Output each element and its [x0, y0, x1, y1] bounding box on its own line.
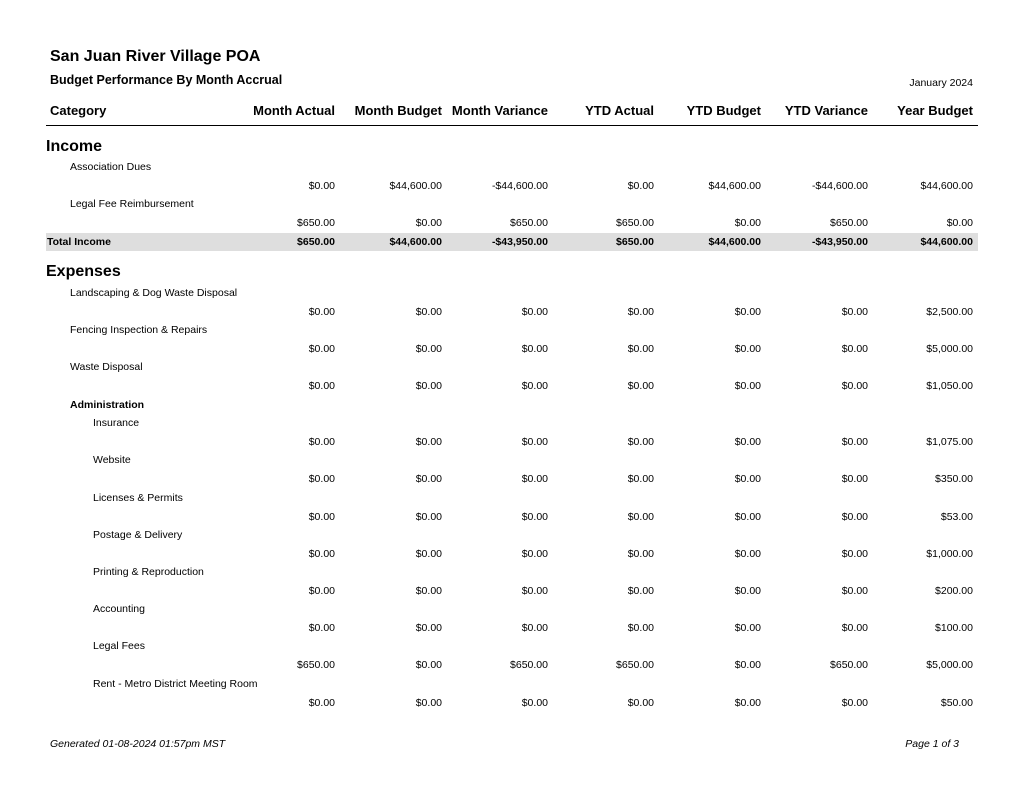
value-ytd-budget: $0.00 — [734, 659, 761, 671]
page-number: Page 1 of 3 — [905, 738, 959, 750]
value-ytd-variance: $0.00 — [841, 380, 868, 392]
value-ytd-actual: $650.00 — [616, 236, 654, 248]
value-ytd-actual: $0.00 — [627, 473, 654, 485]
value-month-budget: $0.00 — [415, 436, 442, 448]
value-year-budget: $50.00 — [940, 697, 973, 709]
line-item-label: Insurance — [93, 417, 140, 429]
value-ytd-budget: $0.00 — [734, 473, 761, 485]
value-month-budget: $44,600.00 — [389, 180, 442, 192]
value-ytd-budget: $0.00 — [734, 622, 761, 634]
value-month-variance: $0.00 — [521, 585, 548, 597]
value-ytd-actual: $0.00 — [627, 622, 654, 634]
line-item-label: Fencing Inspection & Repairs — [70, 324, 208, 336]
value-ytd-budget: $0.00 — [734, 585, 761, 597]
value-ytd-budget: $0.00 — [734, 697, 761, 709]
generated-timestamp: Generated 01-08-2024 01:57pm MST — [50, 738, 226, 750]
value-year-budget: $0.00 — [946, 217, 973, 229]
header-divider — [46, 125, 978, 126]
line-item-label: Association Dues — [70, 161, 152, 173]
value-month-budget: $0.00 — [415, 659, 442, 671]
value-month-variance: -$44,600.00 — [491, 180, 548, 192]
value-ytd-budget: $44,600.00 — [708, 180, 761, 192]
value-year-budget: $44,600.00 — [920, 236, 973, 248]
value-ytd-budget: $0.00 — [734, 217, 761, 229]
line-item-label: Legal Fees — [93, 640, 145, 652]
value-ytd-variance: -$44,600.00 — [811, 180, 868, 192]
value-ytd-actual: $0.00 — [627, 511, 654, 523]
value-month-actual: $0.00 — [308, 380, 335, 392]
value-ytd-budget: $44,600.00 — [708, 236, 761, 248]
value-ytd-actual: $0.00 — [627, 306, 654, 318]
line-item-label: Licenses & Permits — [93, 492, 183, 504]
column-header-month-actual: Month Actual — [253, 103, 335, 118]
total-income-label: Total Income — [47, 236, 111, 248]
value-month-budget: $0.00 — [415, 585, 442, 597]
value-month-budget: $0.00 — [415, 697, 442, 709]
organization-name: San Juan River Village POA — [50, 48, 261, 65]
value-ytd-actual: $650.00 — [616, 217, 654, 229]
value-month-budget: $0.00 — [415, 217, 442, 229]
column-header-ytd-variance: YTD Variance — [784, 103, 868, 118]
value-ytd-actual: $0.00 — [627, 697, 654, 709]
value-month-budget: $0.00 — [415, 306, 442, 318]
column-header-ytd-budget: YTD Budget — [686, 103, 761, 118]
column-header-month-budget: Month Budget — [354, 103, 442, 118]
value-ytd-variance: $0.00 — [841, 436, 868, 448]
value-year-budget: $53.00 — [940, 511, 973, 523]
value-year-budget: $2,500.00 — [926, 306, 973, 318]
value-month-actual: $650.00 — [297, 217, 335, 229]
value-month-budget: $44,600.00 — [389, 236, 442, 248]
value-month-variance: $0.00 — [521, 436, 548, 448]
value-ytd-variance: $0.00 — [841, 548, 868, 560]
value-ytd-budget: $0.00 — [734, 436, 761, 448]
value-ytd-variance: $0.00 — [841, 473, 868, 485]
value-ytd-variance: $0.00 — [841, 622, 868, 634]
value-month-variance: $650.00 — [510, 659, 548, 671]
value-ytd-actual: $0.00 — [627, 343, 654, 355]
value-month-actual: $0.00 — [308, 180, 335, 192]
value-ytd-actual: $0.00 — [627, 436, 654, 448]
value-year-budget: $5,000.00 — [926, 343, 973, 355]
value-year-budget: $200.00 — [935, 585, 973, 597]
value-ytd-budget: $0.00 — [734, 306, 761, 318]
value-month-budget: $0.00 — [415, 380, 442, 392]
value-ytd-actual: $650.00 — [616, 659, 654, 671]
value-year-budget: $1,075.00 — [926, 436, 973, 448]
value-month-actual: $0.00 — [308, 511, 335, 523]
value-ytd-variance: $0.00 — [841, 585, 868, 597]
line-item-label: Waste Disposal — [70, 361, 143, 373]
value-ytd-actual: $0.00 — [627, 585, 654, 597]
value-month-budget: $0.00 — [415, 511, 442, 523]
value-month-variance: $0.00 — [521, 511, 548, 523]
value-year-budget: $100.00 — [935, 622, 973, 634]
report-subtitle: Budget Performance By Month Accrual — [50, 73, 283, 87]
value-ytd-variance: $650.00 — [830, 659, 868, 671]
value-ytd-variance: $0.00 — [841, 511, 868, 523]
value-month-actual: $0.00 — [308, 306, 335, 318]
column-header-category: Category — [50, 103, 107, 118]
value-month-variance: $0.00 — [521, 697, 548, 709]
value-month-variance: $0.00 — [521, 343, 548, 355]
value-year-budget: $1,000.00 — [926, 548, 973, 560]
report-period: January 2024 — [909, 77, 973, 89]
value-ytd-variance: $650.00 — [830, 217, 868, 229]
value-ytd-actual: $0.00 — [627, 380, 654, 392]
line-item-label: Legal Fee Reimbursement — [70, 198, 194, 210]
value-month-budget: $0.00 — [415, 343, 442, 355]
value-ytd-variance: $0.00 — [841, 306, 868, 318]
value-month-variance: $0.00 — [521, 622, 548, 634]
value-month-variance: $0.00 — [521, 548, 548, 560]
column-header-ytd-actual: YTD Actual — [585, 103, 654, 118]
value-year-budget: $350.00 — [935, 473, 973, 485]
value-ytd-actual: $0.00 — [627, 548, 654, 560]
value-month-variance: $0.00 — [521, 306, 548, 318]
line-item-label: Postage & Delivery — [93, 529, 183, 541]
value-ytd-variance: $0.00 — [841, 343, 868, 355]
column-header-year-budget: Year Budget — [897, 103, 973, 118]
expenses-heading: Expenses — [46, 263, 121, 280]
line-item-label: Website — [93, 454, 131, 466]
value-month-actual: $650.00 — [297, 659, 335, 671]
value-month-budget: $0.00 — [415, 622, 442, 634]
column-header-month-variance: Month Variance — [451, 103, 548, 118]
administration-group-label: Administration — [70, 399, 145, 411]
value-ytd-budget: $0.00 — [734, 343, 761, 355]
value-month-variance: $0.00 — [521, 380, 548, 392]
value-ytd-budget: $0.00 — [734, 380, 761, 392]
value-month-actual: $0.00 — [308, 436, 335, 448]
value-month-budget: $0.00 — [415, 473, 442, 485]
line-item-label: Printing & Reproduction — [93, 566, 204, 578]
value-month-actual: $0.00 — [308, 343, 335, 355]
value-ytd-variance: -$43,950.00 — [811, 236, 868, 248]
value-month-variance: -$43,950.00 — [491, 236, 548, 248]
value-ytd-budget: $0.00 — [734, 511, 761, 523]
line-item-label: Landscaping & Dog Waste Disposal — [70, 287, 238, 299]
value-month-budget: $0.00 — [415, 548, 442, 560]
value-month-variance: $0.00 — [521, 473, 548, 485]
value-month-variance: $650.00 — [510, 217, 548, 229]
value-year-budget: $1,050.00 — [926, 380, 973, 392]
value-ytd-variance: $0.00 — [841, 697, 868, 709]
value-year-budget: $5,000.00 — [926, 659, 973, 671]
value-ytd-budget: $0.00 — [734, 548, 761, 560]
line-item-label: Accounting — [93, 603, 145, 615]
value-month-actual: $0.00 — [308, 473, 335, 485]
value-month-actual: $650.00 — [297, 236, 335, 248]
value-month-actual: $0.00 — [308, 548, 335, 560]
income-heading: Income — [46, 138, 103, 155]
value-month-actual: $0.00 — [308, 622, 335, 634]
value-month-actual: $0.00 — [308, 697, 335, 709]
value-year-budget: $44,600.00 — [920, 180, 973, 192]
value-ytd-actual: $0.00 — [627, 180, 654, 192]
line-item-label: Rent - Metro District Meeting Room — [93, 678, 258, 690]
value-month-actual: $0.00 — [308, 585, 335, 597]
